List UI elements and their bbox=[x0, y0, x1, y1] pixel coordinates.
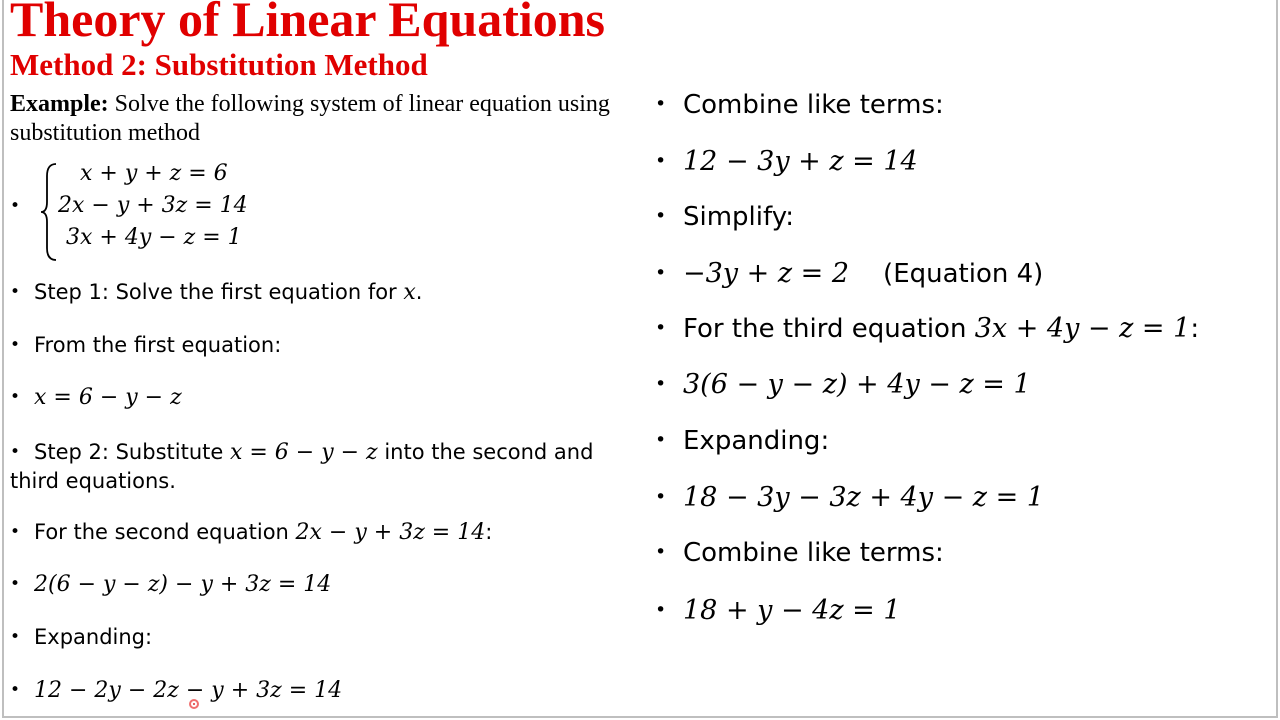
bullet-equation-4 bbox=[655, 258, 1043, 289]
expanded-2: 12 − 2y − 2z − y + 3z = 14 bbox=[34, 678, 343, 703]
bullet-expanding-left bbox=[10, 625, 152, 649]
system-equations bbox=[58, 158, 248, 254]
third-eq-end: : bbox=[1190, 314, 1200, 344]
bullet-combined-2 bbox=[655, 595, 901, 626]
combine-1-text: Combine like terms: bbox=[683, 90, 944, 120]
system-eq-1: x + y + z = 6 bbox=[80, 161, 228, 186]
bullet-icon: • bbox=[655, 429, 667, 451]
third-eq-text: For the third equation bbox=[683, 314, 975, 344]
second-eq-text: For the second equation bbox=[34, 520, 296, 544]
step1-var: x bbox=[403, 280, 416, 305]
x-expression: x = 6 − y − z bbox=[34, 385, 182, 410]
pointer-cursor-icon bbox=[189, 699, 199, 709]
equation-4-math: −3y + z = 2 bbox=[683, 258, 850, 289]
substitution-3: 3(6 − y − z) + 4y − z = 1 bbox=[683, 369, 1031, 400]
expanded-3: 18 − 3y − 3z + 4y − z = 1 bbox=[683, 482, 1044, 513]
bullet-third-equation bbox=[655, 313, 1199, 344]
bullet-icon: • bbox=[655, 262, 667, 284]
example-label: Example: bbox=[10, 91, 109, 117]
bullet-icon: • bbox=[655, 150, 667, 172]
third-eq-math: 3x + 4y − z = 1 bbox=[974, 313, 1191, 344]
bullet-icon: • bbox=[655, 205, 667, 227]
bullet-combine-1 bbox=[655, 90, 944, 120]
bullet-combined-1 bbox=[655, 146, 918, 177]
bullet-expanded-2 bbox=[10, 678, 342, 703]
substitution-2: 2(6 − y − z) − y + 3z = 14 bbox=[34, 572, 332, 597]
step1-text: Step 1: Solve the first equation for bbox=[34, 280, 404, 304]
bullet-combine-2 bbox=[655, 538, 944, 568]
bullet-icon: • bbox=[10, 282, 21, 302]
bullet-substitution-3 bbox=[655, 369, 1031, 400]
step1-end: . bbox=[415, 280, 423, 304]
second-eq-end: : bbox=[485, 520, 493, 544]
bullet-icon: • bbox=[10, 442, 21, 462]
bullet-icon: • bbox=[10, 387, 21, 407]
combine-2-text: Combine like terms: bbox=[683, 538, 944, 568]
example-text: Solve the following system of linear equation using substitution method bbox=[10, 91, 610, 146]
bullet-icon: • bbox=[10, 196, 21, 216]
step2-text-b: into the second and third equations. bbox=[10, 440, 594, 493]
bullet-expanding-right bbox=[655, 426, 829, 456]
bullet-icon: • bbox=[10, 335, 21, 355]
system-eq-2: 2x − y + 3z = 14 bbox=[58, 193, 248, 218]
combined-1: 12 − 3y + z = 14 bbox=[683, 146, 918, 177]
slide-title: Theory of Linear Equations bbox=[10, 0, 605, 47]
bullet-icon: • bbox=[655, 599, 667, 621]
system-eq-3: 3x + 4y − z = 1 bbox=[66, 225, 242, 250]
combined-2: 18 + y − 4z = 1 bbox=[683, 595, 901, 626]
bullet-icon: • bbox=[655, 93, 667, 115]
equation-4-label: (Equation 4) bbox=[883, 259, 1044, 289]
step2-math: x = 6 − y − z bbox=[229, 440, 378, 465]
bullet-step2 bbox=[10, 438, 630, 495]
bullet-icon: • bbox=[10, 522, 21, 542]
bullet-step1 bbox=[10, 280, 422, 305]
bullet-simplify bbox=[655, 202, 794, 232]
example-paragraph bbox=[10, 90, 635, 148]
bullet-from-first bbox=[10, 333, 281, 357]
bullet-icon: • bbox=[10, 680, 21, 700]
bullet-icon: • bbox=[655, 317, 667, 339]
bullet-icon: • bbox=[10, 574, 21, 594]
bullet-second-equation bbox=[10, 520, 492, 545]
left-brace-icon bbox=[40, 162, 58, 262]
second-eq-math: 2x − y + 3z = 14 bbox=[295, 520, 486, 545]
expanding-right-text: Expanding: bbox=[683, 426, 830, 456]
expanding-left-text: Expanding: bbox=[34, 625, 153, 649]
from-first-text: From the first equation: bbox=[34, 333, 282, 357]
step2-text-a: Step 2: Substitute bbox=[34, 440, 230, 464]
simplify-text: Simplify: bbox=[683, 202, 794, 232]
bullet-icon: • bbox=[655, 486, 667, 508]
bullet-icon: • bbox=[10, 627, 21, 647]
bullet-icon: • bbox=[655, 541, 667, 563]
bullet-x-expression bbox=[10, 385, 182, 410]
bullet-expanded-3 bbox=[655, 482, 1044, 513]
bullet-substitution-2 bbox=[10, 572, 331, 597]
slide-subtitle: Method 2: Substitution Method bbox=[10, 47, 428, 82]
bullet-icon: • bbox=[655, 373, 667, 395]
